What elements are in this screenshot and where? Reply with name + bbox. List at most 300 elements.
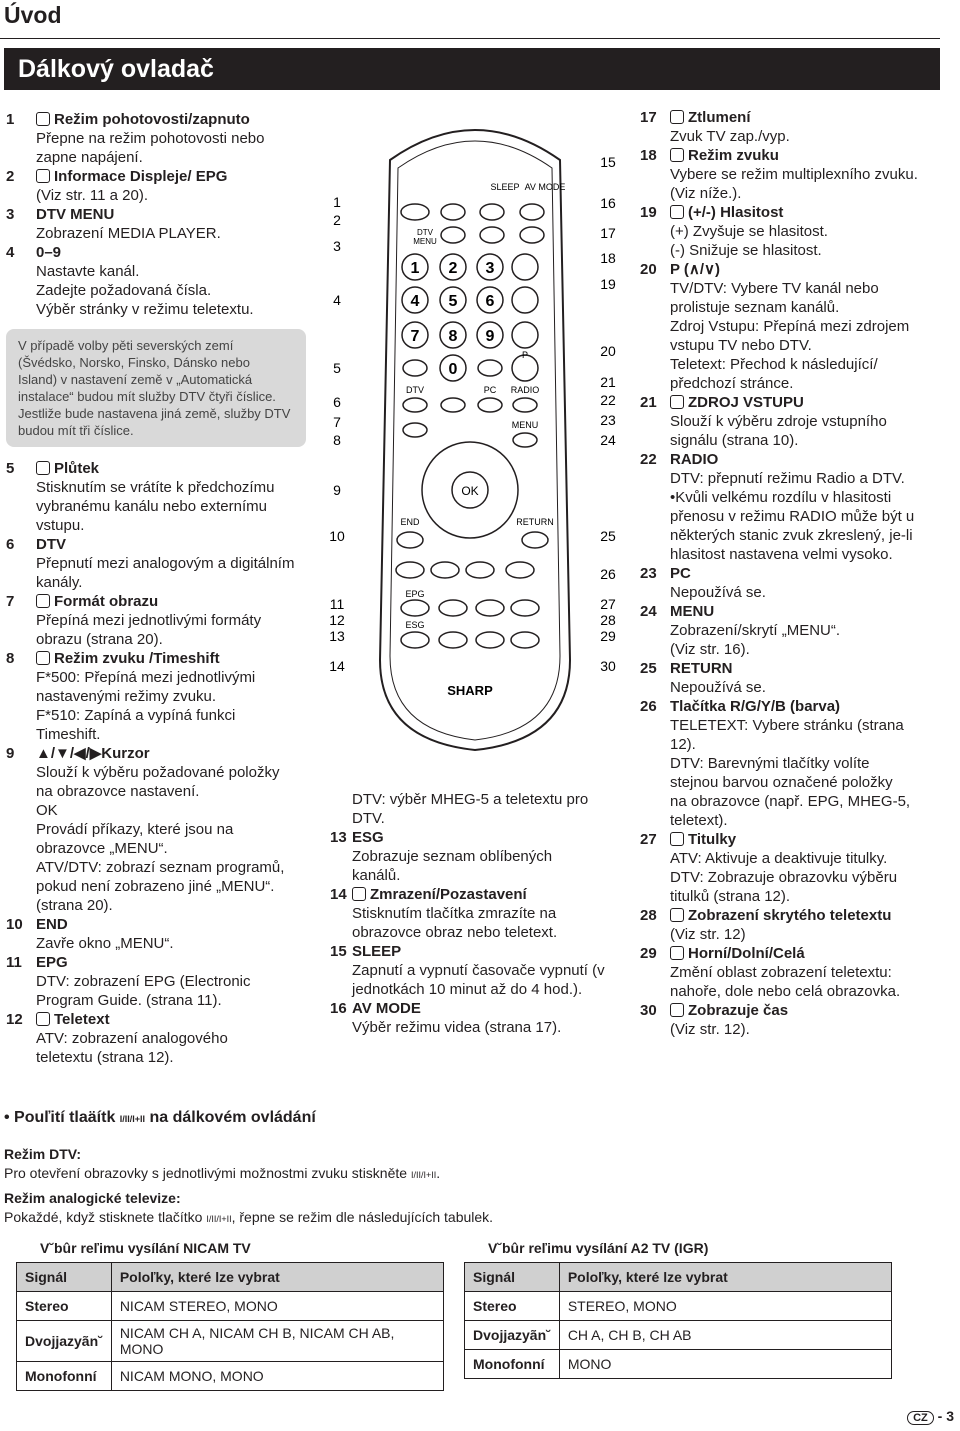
item-text: Zobrazení/skrytí „MENU“. [670,622,841,639]
item-title: ZDROJ VSTUPU [670,393,940,412]
table-row [17,1292,444,1321]
item-text: Provádí příkazy, které jsou na [36,821,234,838]
mute-icon [670,110,684,124]
item-text: Změní oblast zobrazení teletextu: [670,964,892,981]
item-number: 18 [640,147,657,164]
item-text: TELETEXT: Vybere stránku (strana [670,717,904,734]
table-cell: Stereo [465,1292,560,1321]
list-item [640,1001,940,1039]
item-text: zapne napájení. [36,149,143,166]
sound-mode-icon: I/II/I+II [119,1114,146,1124]
remote-button [441,227,465,243]
picture-format-icon [36,594,50,608]
item-title: AV MODE [352,1000,421,1017]
digit-label: 3 [485,260,495,277]
callout-number: 10 [329,528,345,544]
item-number: 12 [6,1011,23,1028]
callout-number: 9 [333,482,341,498]
menu-button [513,433,537,447]
remote-button [511,600,539,616]
table-row [465,1321,892,1350]
callout-number: 25 [600,528,616,544]
item-number: 15 [330,943,347,960]
item-text: Program Guide. (strana 11). [36,992,222,1009]
atv-mode-title: Režim analogické televize: [4,1190,181,1206]
item-title: ESG [352,829,384,846]
list-item [6,535,306,592]
list-item [640,146,940,203]
digit-label: 0 [448,361,458,378]
list-item [6,110,306,167]
table-cell: Monofonní [465,1350,560,1379]
table-cell: CH A, CH B, CH AB [559,1321,891,1350]
end-label: END [400,517,420,527]
cz-badge-icon: CZ [907,1411,934,1425]
callout-number: 18 [600,250,616,266]
list-item [640,602,940,659]
item-title: (+/-) Hlasitost [670,203,940,222]
item-text: Nepoužívá se. [670,679,766,696]
item-number: 9 [6,745,15,762]
remote-button [476,600,504,616]
item-text: Zadejte požadovaná čísla. [36,282,212,299]
callout-number: 3 [333,238,341,254]
digit-label: 8 [448,328,458,345]
item-text: (Viz str. 12) [670,926,746,943]
digit-label: 1 [410,260,420,277]
callout-number: 27 [600,596,616,612]
avmode-button [520,204,544,220]
digit-label: 6 [485,293,495,310]
item-text: nastavenými režimy zvuku. [36,688,217,705]
dtv-menu-label: MENU [413,237,437,246]
item-number: 7 [6,593,15,610]
item-title: DTV [36,536,66,553]
list-item [640,944,940,1001]
table-header: Poloľky, které lze vybrat [111,1263,443,1292]
item-text: OK [36,802,58,819]
item-number: 27 [640,831,657,848]
item-title: Tlačítka R/G/Y/B (barva) [670,698,841,715]
table-cell: Dvojjazyãn˘ [465,1321,560,1350]
item-text: Zvuk TV zap./vyp. [670,128,790,145]
callout-number: 30 [600,658,616,674]
item-number: 6 [6,536,15,553]
item-title: Titulky [670,830,940,849]
callout-number: 7 [333,414,341,430]
callout-number: 17 [600,225,616,241]
remote-button [441,204,465,220]
item-text: signálu (strana 10). [670,432,799,449]
item-title: Teletext [36,1010,306,1029]
item-title: MENU [670,603,715,620]
item-number: 5 [6,460,15,477]
item-number: 13 [330,829,347,846]
item-text: Přepne na režim pohotovosti nebo [36,130,265,147]
callout-number: 28 [600,612,616,628]
color-button [396,562,424,578]
flashback-icon [36,461,50,475]
item-text: vstupu TV nebo DTV. [670,337,812,354]
list-item [640,108,940,146]
item-text: •Kvůli velkému rozdílu v hlasitosti [670,489,892,506]
list-item [6,649,306,744]
table-a2-title: V˘bûr reľimu vysílání A2 TV (IGR) [488,1240,709,1256]
item-title: Ztlumení [670,108,940,127]
item-number: 21 [640,394,657,411]
callout-number: 29 [600,628,616,644]
list-item [6,592,306,649]
sleep-button [480,204,504,220]
item-text: DTV: Barevnými tlačítky volíte [670,755,870,772]
item-text: Přepíná mezi jednotlivými formáty [36,612,262,629]
item-title: ▲/▼/◀/▶Kurzor [36,745,150,762]
item-text: teletextu (strana 12). [36,1049,174,1066]
item-title: Informace Displeje/ EPG [36,167,306,186]
remote-body [380,130,570,750]
item-text: obrazu (strana 20). [36,631,163,648]
item-number: 3 [6,206,15,223]
remote-button [403,423,427,437]
item-number: 25 [640,660,657,677]
callout-number: 19 [600,276,616,292]
section-title: Úvod [4,2,62,28]
sleep-label: SLEEP [490,182,520,192]
esg-label: ESG [405,620,425,630]
item-text: ATV: Aktivuje a deaktivuje titulky. [670,850,888,867]
volume-down-button [512,287,538,313]
volume-up-button [512,254,538,280]
list-item [330,828,630,885]
table-cell: NICAM STEREO, MONO [111,1292,443,1321]
item-text: prolistuje seznam kanálů. [670,299,840,316]
digit-label: 9 [485,328,495,345]
teletext-icon [36,1012,50,1026]
sound-mode-icon: I/II/I+II [206,1214,232,1224]
digit-label: 5 [448,293,458,310]
item-text: Zdroj Vstupu: Přepíná mezi zdrojem [670,318,910,335]
item-text: na obrazovce nastavení. [36,783,200,800]
item-number: 23 [640,565,657,582]
bottom-heading-tail: na dálkovém ovládání [149,1109,316,1126]
callout-number: 23 [600,412,616,428]
list-item [6,744,306,915]
item-title: Zobrazení skrytého teletextu [670,906,940,925]
remote-button [403,398,427,412]
table-row [17,1362,444,1391]
digit-label: 2 [448,260,458,277]
bottom-heading: • Pouľití tlaäítk [4,1109,116,1126]
table-row [465,1292,892,1321]
atv-mode-text: Pokaždé, když stisknete tlačítko [4,1209,203,1225]
radio-label: RADIO [510,385,540,395]
item-title: Zmrazení/Pozastavení [352,885,630,904]
page-num: - 3 [937,1408,954,1424]
callout-number: 26 [600,566,616,582]
input-icon [670,395,684,409]
item-text: vstupu. [36,517,85,534]
sound-mode-icon: I/II/I+II [410,1170,437,1180]
table-cell: Dvojjazyãn˘ [17,1321,112,1362]
item-text: vybranému kanálu nebo externímu [36,498,267,515]
item-text: DTV. [352,810,385,827]
item-number: 4 [6,244,15,261]
item-title: PC [670,565,691,582]
table-row [465,1350,892,1379]
item-number: 10 [6,916,23,933]
callout-number: 5 [333,360,341,376]
item-text: předchozí stránce. [670,375,794,392]
item-text: (Viz níže.). [670,185,742,202]
input-button [478,360,502,376]
bottom-section: • Pouľití tlaäítk I/II/I+II na dálkovém ovládání Režim DTV: Pro otevření obrazovky s jednotlivými možnostmi zvuku stiskněte I/II/I+II. Režim analogické televize: Pokaždé, když stisknete tlačítko I/II/I+II, řepne se režim dle následujících tabulek. [4,1108,934,1229]
list-item [330,790,630,828]
table-row [17,1321,444,1362]
page-number [907,1408,954,1425]
list-item [330,942,630,999]
dtv-mode-title: Režim DTV: [4,1146,82,1162]
list-item [640,393,940,450]
item-title: RADIO [670,451,719,468]
epg-label: EPG [405,589,425,599]
callout-number: 11 [329,596,345,612]
item-title: 0–9 [36,244,62,261]
flashback-button [403,360,427,376]
list-item [6,459,306,535]
table-a2 [464,1262,892,1379]
table-header: Signál [465,1263,560,1292]
list-item [640,203,940,260]
item-text: Zapnutí a vypnutí časovače vypnutí (v [352,962,605,979]
item-title: Režim pohotovosti/zapnuto [36,110,306,129]
list-item [6,915,306,953]
item-number: 16 [330,1000,347,1017]
item-text: Stisknutím se vrátíte k předchozímu [36,479,275,496]
item-title: RETURN [670,660,733,677]
item-title: Formát obrazu [36,592,306,611]
item-title: SLEEP [352,943,402,960]
callout-number: 8 [333,432,341,448]
dtv-menu-label: DTV [417,228,433,237]
remote-button [441,398,465,412]
table-cell: Stereo [17,1292,112,1321]
subpage-icon [670,946,684,960]
item-title: Horní/Dolní/Celá [670,944,940,963]
item-text: na obrazovce (např. EPG, MHEG-5, [670,793,911,810]
item-number: 20 [640,261,657,278]
item-text: Výběr stránky v režimu teletextu. [36,301,254,318]
item-number: 28 [640,907,657,924]
right-column [640,108,940,1039]
item-number: 1 [6,111,15,128]
item-text: Stisknutím tlačítka zmrazíte na [352,905,557,922]
callout-number: 20 [600,343,616,359]
item-number: 19 [640,204,657,221]
item-number: 30 [640,1002,657,1019]
remote-button [439,600,467,616]
list-item [640,659,940,697]
item-text: ATV: zobrazení analogového [36,1030,228,1047]
sharp-logo: SHARP [447,683,493,698]
item-text: 12). [670,736,696,753]
table-nicam-title: V˘bûr reľimu vysílání NICAM TV [40,1240,251,1256]
list-item [330,999,630,1037]
item-number: 11 [6,954,22,971]
item-text: Výběr režimu videa (strana 17). [352,1019,562,1036]
sound-mode-icon [670,148,684,162]
table-cell: MONO [559,1350,891,1379]
digit-label: 4 [410,293,420,310]
callout-number: 15 [600,154,616,170]
middle-column [330,790,630,1037]
item-text: přenosu v režimu RADIO může být u [670,508,915,525]
color-button [466,562,494,578]
item-number: 29 [640,945,657,962]
list-item [640,906,940,944]
item-title: END [36,916,68,933]
p-label: P [521,350,529,360]
item-text: DTV: zobrazení EPG (Electronic [36,973,251,990]
item-text: (strana 20). [36,897,113,914]
list-item [6,1010,306,1067]
timeshift-icon [36,651,50,665]
item-text: DTV: přepnutí režimu Radio a DTV. [670,470,905,487]
item-text: ATV/DTV: zobrazí seznam programů, [36,859,285,876]
list-item [640,564,940,602]
item-text: Zobrazení MEDIA PLAYER. [36,225,221,242]
remote-illustration [320,100,630,780]
callout-number: 4 [333,292,341,308]
remote-button [439,632,467,648]
callout-number: 22 [600,392,616,408]
table-cell: NICAM CH A, NICAM CH B, NICAM CH AB, MONO [111,1321,443,1362]
item-text: Timeshift. [36,726,101,743]
callout-number: 1 [333,194,341,210]
power-icon [36,112,50,126]
color-button [431,562,459,578]
list-item [6,167,306,205]
list-item [6,243,306,319]
callout-number: 24 [600,432,616,448]
item-title: DTV MENU [36,206,115,223]
remote-button [511,632,539,648]
item-number: 17 [640,109,657,126]
table-header: Poloľky, které lze vybrat [559,1263,891,1292]
table-cell: STEREO, MONO [559,1292,891,1321]
freeze-icon [352,887,366,901]
item-text: Teletext: Přechod k následující/ [670,356,878,373]
table-nicam [16,1262,444,1391]
item-text: některých stanic zvuk zkreslený, je-li [670,527,913,544]
item-text: Slouží k výběru zdroje vstupního [670,413,887,430]
item-text: pokud není zobrazeno jiné „MENU“. [36,878,275,895]
remote-button [401,632,429,648]
callout-number: 13 [329,628,345,644]
list-item [330,885,630,942]
note-box: V případě volby pěti severských zemí (Švédsko, Norsko, Finsko, Dánsko nebo Island) v nastavení země v „Automatická instalace“ budou mít služby DTV čtyři číslice. Jestliže bude nastavena jiná země, služby DTV budou mít tři číslice. [6,329,306,447]
item-number: 24 [640,603,657,620]
volume-icon [670,205,684,219]
remote-button [513,398,537,412]
callout-number: 14 [329,658,345,674]
divider [0,38,940,39]
callout-number: 2 [333,212,341,228]
item-text: (Viz str. 11 a 20). [36,187,148,204]
pc-label: PC [483,385,497,395]
item-number: 14 [330,886,347,903]
reveal-icon [670,908,684,922]
left-column [6,110,306,1067]
list-item [6,205,306,243]
list-item [6,953,306,1010]
color-button [506,562,534,578]
item-text: obrazovce „MENU“. [36,840,168,857]
list-item [640,260,940,393]
item-text: DTV: výběr MHEG-5 a teletextu pro [352,791,589,808]
item-title: Režim zvuku [670,146,940,165]
item-text: kanálů. [352,867,401,884]
item-text: nahoře, dole nebo celá obrazovka. [670,983,901,1000]
subtitle-icon [670,832,684,846]
mute-button [520,227,544,243]
item-title: EPG [36,954,68,971]
return-label: RETURN [516,517,554,527]
item-text: Zobrazuje seznam oblíbených [352,848,553,865]
return-button [522,532,548,548]
item-text: teletext). [670,812,728,829]
item-title: Zobrazuje čas [670,1001,940,1020]
table-cell: Monofonní [17,1362,112,1391]
time-icon [670,1003,684,1017]
item-number: 8 [6,650,15,667]
item-text: Slouží k výběru požadované položky [36,764,280,781]
banner-title: Dálkový ovladač [4,48,940,90]
item-number: 26 [640,698,657,715]
item-text: (Viz str. 16). [670,641,750,658]
item-text: Nastavte kanál. [36,263,140,280]
item-number: 2 [6,168,15,185]
item-text: stejnou barvou označené položky [670,774,893,791]
item-text: (-) Snižuje se hlasitost. [670,242,822,259]
item-text: F*500: Přepíná mezi jednotlivými [36,669,256,686]
callout-number: 6 [333,394,341,410]
callout-number: 16 [600,195,616,211]
remote-button [480,227,504,243]
digit-label: 7 [410,328,420,345]
list-item [640,697,940,830]
avmode-label: AV MODE [524,182,566,192]
item-title: P (∧/∨) [670,261,721,278]
callout-number: 12 [329,612,345,628]
table-cell: NICAM MONO, MONO [111,1362,443,1391]
info-icon [36,169,50,183]
item-number: 22 [640,451,657,468]
item-title: Režim zvuku /Timeshift [36,649,306,668]
item-text: Nepoužívá se. [670,584,766,601]
dtv-mode-text: Pro otevření obrazovky s jednotlivými možnostmi zvuku stiskněte [4,1165,408,1181]
item-text: (+) Zvyšuje se hlasitost. [670,223,828,240]
ok-label: OK [461,484,479,498]
item-text: hlasitost nastavena velmi vysoko. [670,546,893,563]
remote-button [476,632,504,648]
list-item [640,450,940,564]
item-text: Zavře okno „MENU“. [36,935,174,952]
menu-label: MENU [511,420,539,430]
item-text: F*510: Zapíná a vypíná funkci [36,707,236,724]
atv-mode-text-tail: , řepne se režim dle následujících tabulek. [231,1209,494,1225]
channel-up-button [512,322,538,348]
item-text: Vybere se režim multiplexního zvuku. [670,166,918,183]
